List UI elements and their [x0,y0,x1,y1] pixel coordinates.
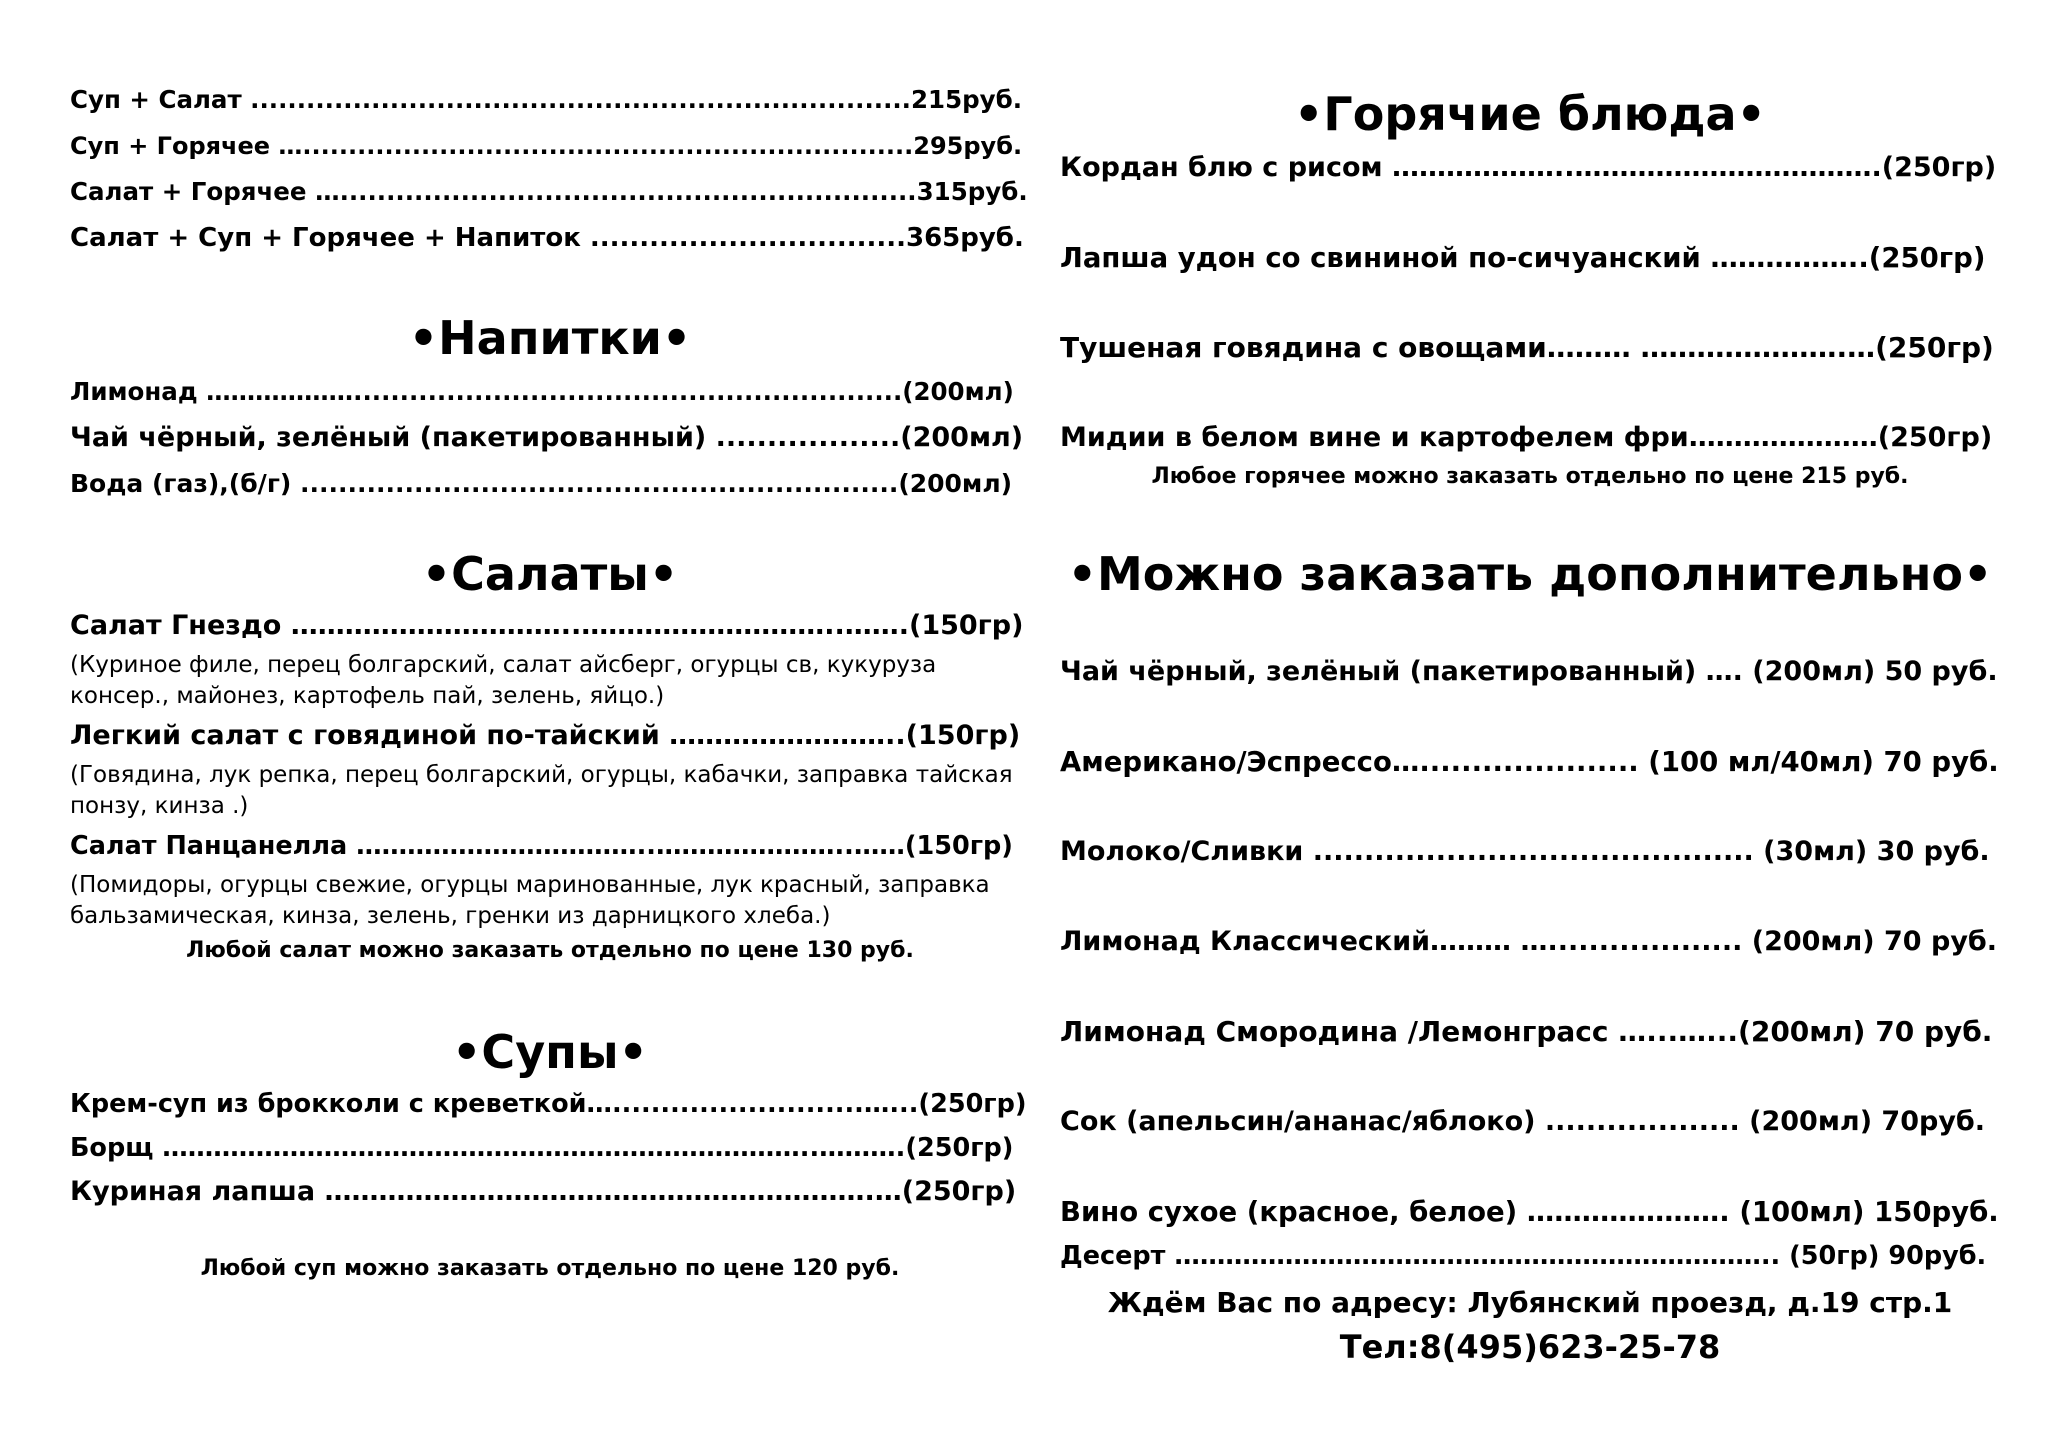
address: Ждём Вас по адресу: Лубянский проезд, д.19 стр.1 [1107,1286,1953,1319]
hot-dish-item: Кордан блю с рисом ………………..…………………………….(250гр) [1060,152,1997,183]
soup-item: Куриная лапша …………………………………………………….…(250гр) [70,1176,1017,1207]
soups-note: Любой суп можно заказать отдельно по цене 120 руб. [200,1256,900,1281]
hot-dish-item: Тушеная говядина с овощами……… ………………….…(250гр) [1060,331,1994,364]
soup-item: Борщ …………………………………………………………………..……….(250гр) [70,1133,1014,1163]
drink-item: Чай чёрный, зелёный (пакетированный) ..................(200мл) [70,422,1024,453]
soup-item: Крем-суп из брокколи с креветкой…..........................…...(250гр) [70,1089,1027,1119]
drinks-heading: •Напитки• [408,311,692,365]
salad-description: (Помидоры, огурцы свежие, огурцы маринованные, лук красный, заправка бальзамическая, кинза, зелень, гренки из дарницкого хлеба.) [70,872,990,929]
salads-heading: •Салаты• [421,547,679,601]
combo-full: Салат + Суп + Горячее + Напиток ................................365руб. [70,223,1024,253]
hot-dish-item: Мидии в белом вине и картофелем фри…………………(250гр) [1060,422,1993,453]
extra-item: Молоко/Сливки ........................................... (30мл) 30 руб. [1060,836,1990,867]
extra-item: Вино сухое (красное, белое) …………………. (100мл) 150руб. [1060,1196,1999,1228]
extra-item: Чай чёрный, зелёный (пакетированный) …. (200мл) 50 руб. [1060,656,1998,687]
extra-item: Американо/Эспрессо…..................... (100 мл/40мл) 70 руб. [1060,746,1999,778]
phone: Тел:8(495)623-25-78 [1339,1328,1721,1366]
extra-item: Лимонад Классический……… …................... (200мл) 70 руб. [1060,926,1998,957]
drink-item: Вода (газ),(б/г) ...............................................................(200мл) [70,469,1013,498]
salad-name: Салат Гнездо …………………………..………………………..…….(150гр) [70,610,1024,641]
hot-dishes-heading: •Горячие блюда• [1294,87,1766,141]
salad-name: Легкий салат с говядиной по-тайский ……………………..(150гр) [70,720,1021,751]
salad-name: Салат Панцанелла ……………………………..…………………..……(150гр) [70,831,1013,861]
extra-item: Сок (апельсин/ананас/яблоко) ................... (200мл) 70руб. [1060,1106,1986,1137]
extra-item: Десерт …………………………………………………………….. (50гр) 90руб. [1060,1241,1987,1271]
combo-soup-salad: Суп + Салат .......................................................................215руб. [70,85,1023,114]
extras-heading: •Можно заказать дополнительно• [1067,547,1993,601]
hot-dish-item: Лапша удон со свининой по-сичуанский ……………..(250гр) [1060,242,1986,274]
extra-item: Лимонад Смородина /Лемонграсс …...…...(200мл) 70 руб. [1060,1015,1993,1048]
salads-note: Любой салат можно заказать отдельно по цене 130 руб. [186,938,914,963]
hot-dishes-note: Любое горячее можно заказать отдельно по цене 215 руб. [1151,464,1909,489]
salad-description: (Куриное филе, перец болгарский, салат айсберг, огурцы св, кукуруза консер., майонез, картофель пай, зелень, яйцо.) [70,652,937,709]
soups-heading: •Супы• [452,1025,648,1079]
salad-description: (Говядина, лук репка, перец болгарский, огурцы, кабачки, заправка тайская понзу, кинза .) [70,762,1013,819]
combo-salad-hot: Салат + Горячее …..............................................................315руб. [70,177,1028,206]
drink-item: Лимонад ………………...........................................................(200мл) [70,377,1014,406]
combo-soup-hot: Суп + Горячее …...................................................................295руб. [70,132,1023,160]
